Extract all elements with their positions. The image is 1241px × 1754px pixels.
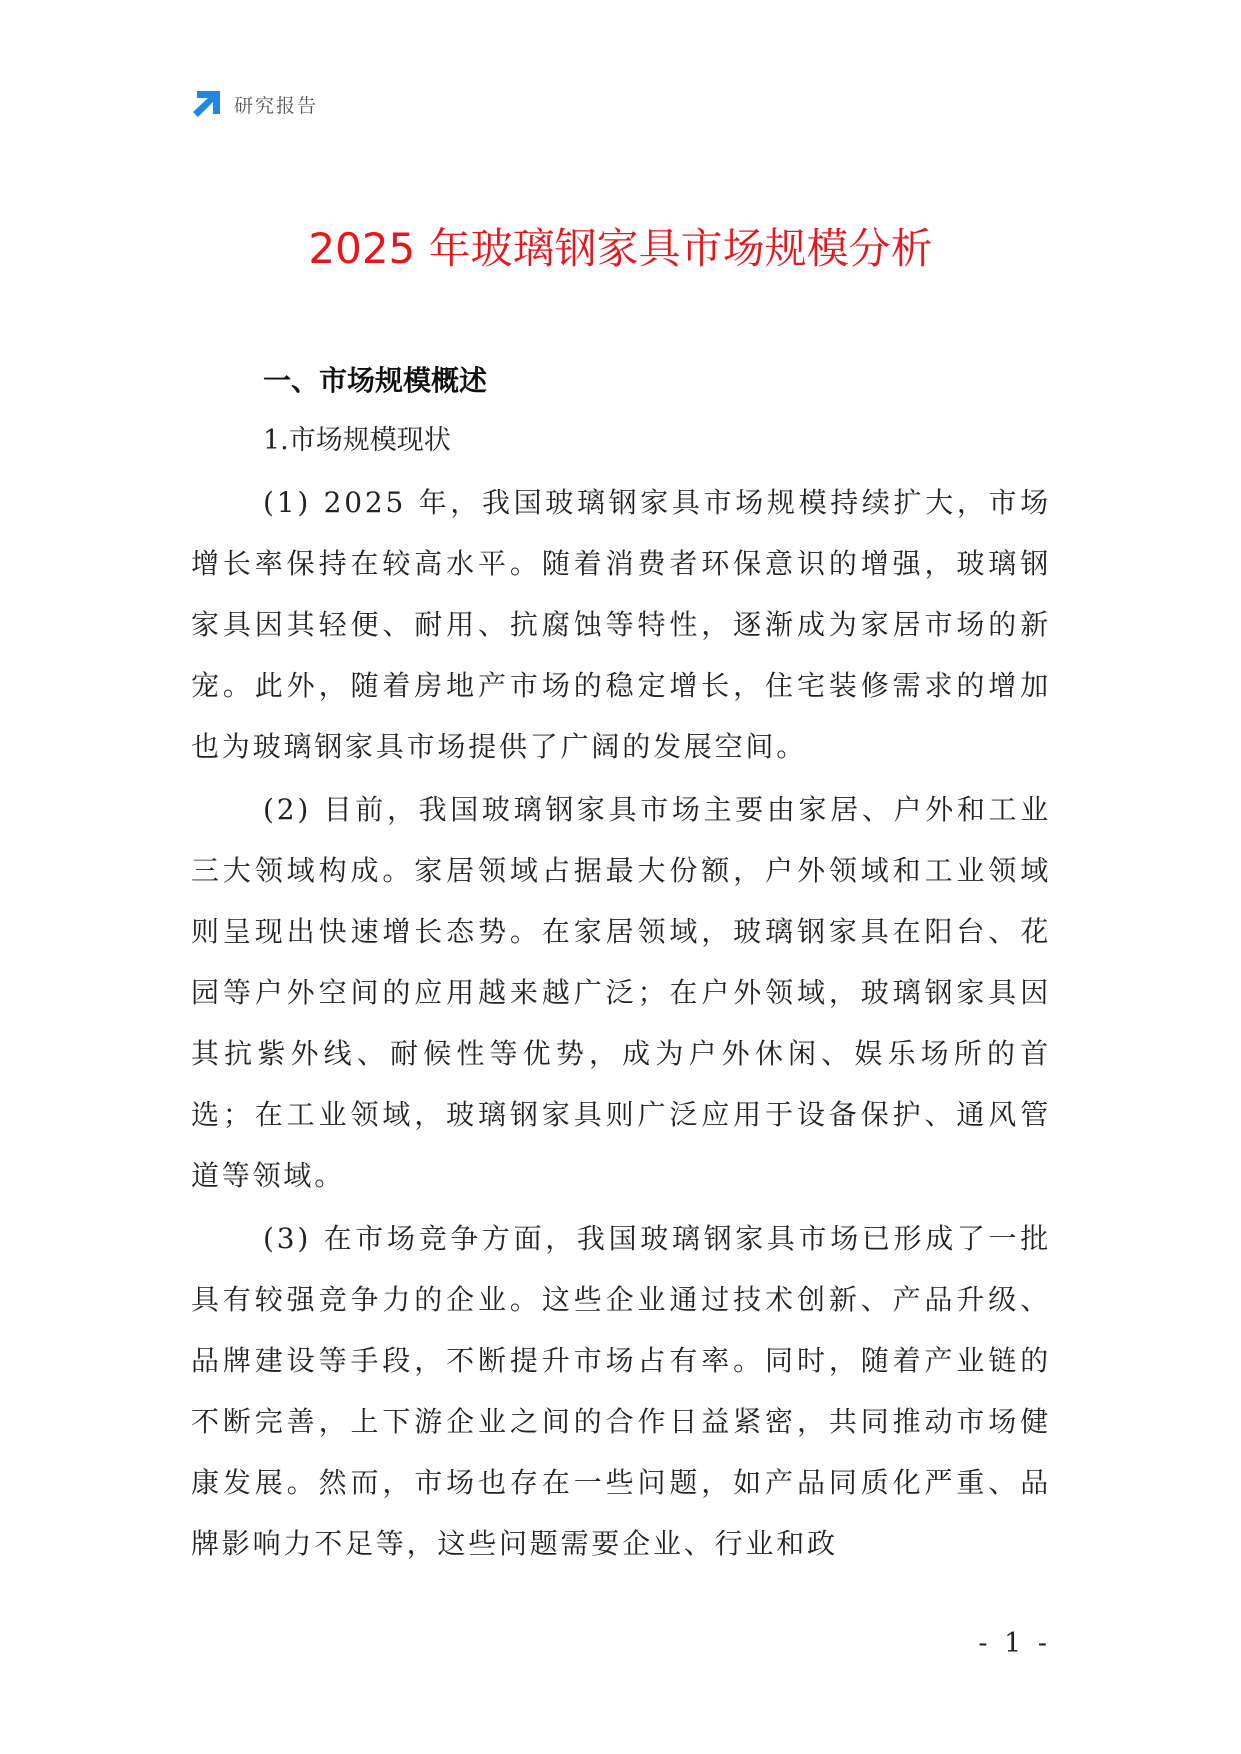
paragraph-2: (2) 目前，我国玻璃钢家具市场主要由家居、户外和工业三大领域构成。家居领域占据最大份额，户外领域和工业领域则呈现出快速增长态势。在家居领域，玻璃钢家具在阳台、花园等户外空间的应用越来越广泛；在户外领域，玻璃钢家具因其抗紫外线、耐候性等优势，成为户外休闲、娱乐场所的首选；在工业领域，玻璃钢家具则广泛应用于设备保护、通风管道等领域。 (191, 793, 1051, 1192)
section-heading: 一、市场规模概述 (263, 364, 488, 397)
document-body (191, 352, 1051, 1574)
page-number: - 1 - (978, 1628, 1051, 1659)
report-header (191, 88, 318, 120)
paragraph-1: (1) 2025 年，我国玻璃钢家具市场规模持续扩大，市场增长率保持在较高水平。随着消费者环保意识的增强，玻璃钢家具因其轻便、耐用、抗腐蚀等特性，逐渐成为家居市场的新宠。此外，随着房地产市场的稳定增长，住宅装修需求的增加也为玻璃钢家具市场提供了广阔的发展空间。 (191, 486, 1051, 763)
paragraph-3: (3) 在市场竞争方面，我国玻璃钢家具市场已形成了一批具有较强竞争力的企业。这些企业通过技术创新、产品升级、品牌建设等手段，不断提升市场占有率。同时，随着产业链的不断完善，上下游企业之间的合作日益紧密，共同推动市场健康发展。然而，市场也存在一些问题，如产品同质化严重、品牌影响力不足等，这些问题需要企业、行业和政 (191, 1222, 1051, 1560)
arrow-up-right-icon (191, 89, 222, 120)
header-label: 研究报告 (234, 94, 319, 117)
document-title: 2025 年玻璃钢家具市场规模分析 (308, 224, 933, 273)
subsection-heading: 1.市场规模现状 (263, 425, 451, 456)
